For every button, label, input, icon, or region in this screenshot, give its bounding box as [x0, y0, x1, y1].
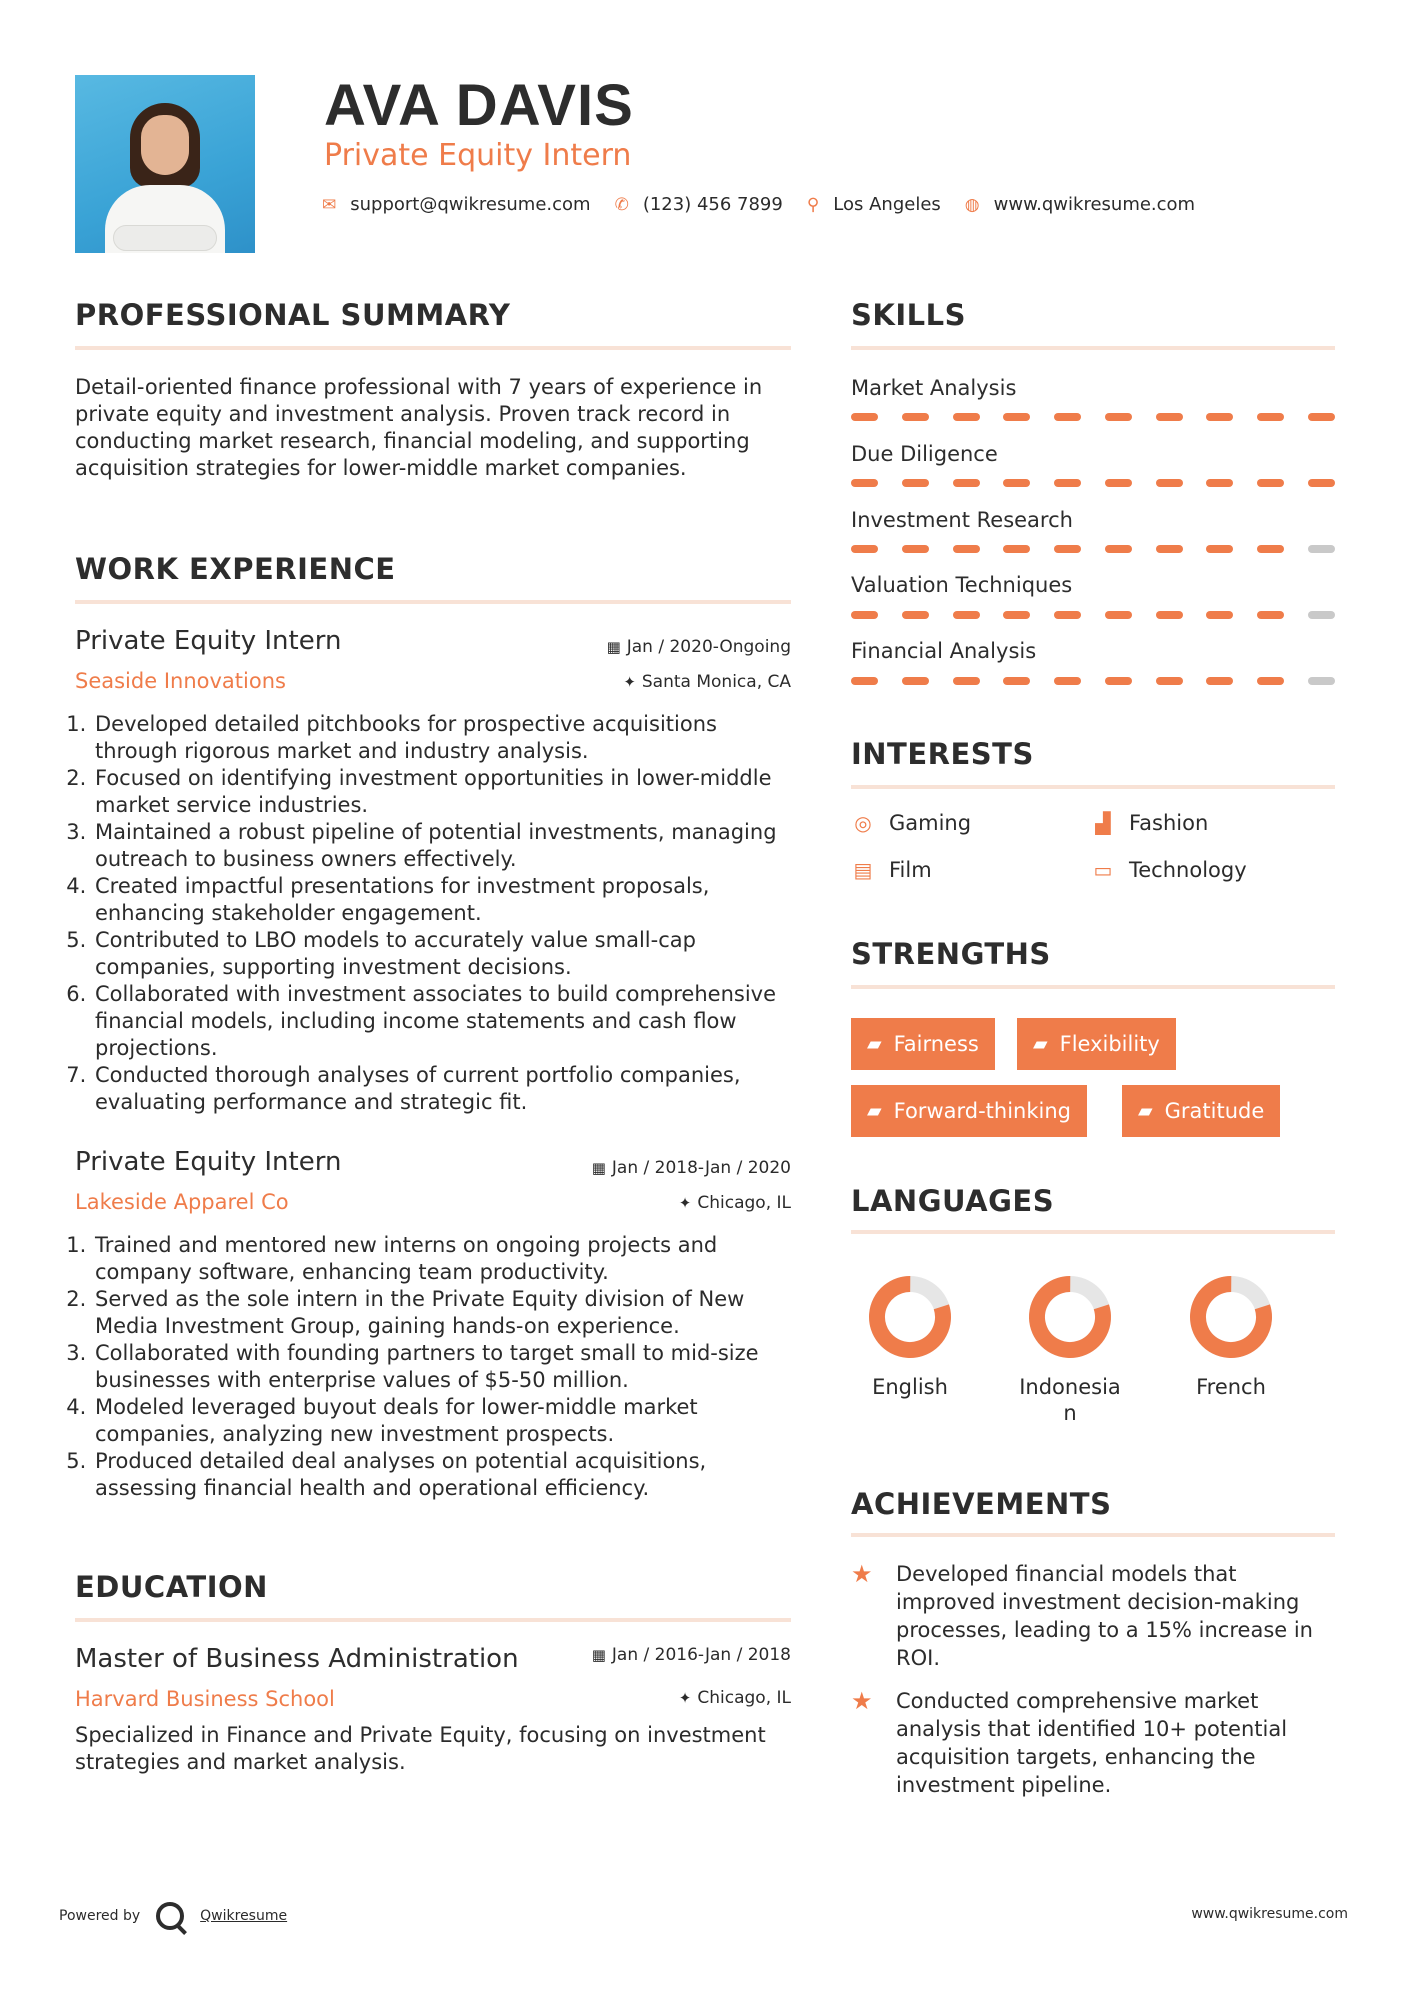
work-heading: WORK EXPERIENCE: [75, 552, 396, 586]
job-title: Private Equity Intern: [75, 626, 342, 656]
interests-heading: INTERESTS: [851, 737, 1034, 771]
pushpin-icon: ✦: [623, 673, 636, 691]
achievements-heading: ACHIEVEMENTS: [851, 1487, 1112, 1521]
pushpin-icon: ✦: [678, 1689, 692, 1707]
job-dates: ▦ Jan / 2020-Ongoing: [606, 637, 791, 657]
language-item: [1161, 1272, 1301, 1400]
book-icon: ▰: [867, 1100, 882, 1122]
achievement-item: ★ Developed financial models that improved investment decision-making processes, leading to a 15% increase in ROI.: [851, 1560, 1313, 1670]
job-dates: ▦ Jan / 2018-Jan / 2020: [591, 1158, 791, 1178]
skill-dash-filled: [851, 545, 878, 553]
skill-dash-filled: [1105, 545, 1132, 553]
phone-icon: ✆: [614, 194, 629, 215]
skill-dash-filled: [1054, 611, 1081, 619]
skill-label: Valuation Techniques: [851, 573, 1073, 597]
book-icon: ▰: [867, 1033, 882, 1055]
education-dates: ▦ Jan / 2016-Jan / 2018: [591, 1645, 791, 1665]
skill-dash-filled: [1003, 479, 1030, 487]
footer-powered-by: Powered by Qwikresume: [59, 1902, 287, 1930]
job-company: Lakeside Apparel Co: [75, 1190, 289, 1214]
work-divider: [75, 600, 791, 604]
candidate-name: AVA DAVIS: [324, 73, 634, 138]
skill-rating: [851, 413, 1335, 421]
donut-fill: [1028, 1275, 1111, 1358]
skill-dash-filled: [1054, 413, 1081, 421]
list-item: 7. Conducted thorough analyses of current portfolio companies, evaluating performance and strategic fit.: [93, 1062, 800, 1116]
skill-dash-filled: [1206, 413, 1233, 421]
strength-chip: ▰ Forward-thinking: [851, 1085, 1087, 1137]
skill-dash-filled: [1308, 413, 1335, 421]
skill-dash-filled: [1105, 677, 1132, 685]
list-item: 2. Served as the sole intern in the Private Equity division of New Media Investment Group, gaining hands-on experience.: [93, 1286, 800, 1340]
skill-rating: [851, 611, 1335, 619]
skill-dash-filled: [1105, 479, 1132, 487]
language-label: English: [872, 1375, 948, 1399]
skill-dash-filled: [851, 479, 878, 487]
list-item: 5. Produced detailed deal analyses on potential acquisitions, assessing financial health and operational efficiency.: [93, 1448, 800, 1502]
skill-dash-filled: [1206, 677, 1233, 685]
envelope-icon: ✉: [322, 194, 337, 215]
candidate-title: Private Equity Intern: [324, 138, 632, 173]
skill-dash-filled: [1054, 479, 1081, 487]
education-divider: [75, 1618, 791, 1622]
calendar-icon: ▦: [591, 1646, 606, 1664]
language-label: French: [1196, 1375, 1266, 1399]
donut-fill: [1189, 1275, 1272, 1358]
education-description: Specialized in Finance and Private Equity, focusing on investment strategies and market analysis.: [75, 1723, 766, 1774]
list-item: 4. Created impactful presentations for investment proposals, enhancing stakeholder engagement.: [93, 873, 800, 927]
contact-bar: [322, 194, 1219, 215]
interest-item: ▟ Fashion: [1091, 811, 1208, 835]
skill-dash-filled: [1257, 545, 1284, 553]
skill-dash-filled: [953, 413, 980, 421]
contact-location: Los Angeles: [833, 194, 941, 215]
language-item: [1000, 1272, 1140, 1426]
list-item: 1. Developed detailed pitchbooks for prospective acquisitions through rigorous market and industry analysis.: [93, 711, 800, 765]
skill-dash-filled: [902, 413, 929, 421]
skill-dash-filled: [953, 677, 980, 685]
language-label: Indonesia n: [1019, 1375, 1121, 1425]
languages-divider: [851, 1230, 1335, 1234]
skill-dash-filled: [1206, 611, 1233, 619]
qwikresume-logo-icon: [156, 1902, 184, 1930]
achievements-divider: [851, 1533, 1335, 1537]
degree-title: Master of Business Administration: [75, 1644, 519, 1674]
skill-dash-filled: [902, 545, 929, 553]
interests-divider: [851, 785, 1335, 789]
job-location: ✦ Chicago, IL: [678, 1193, 791, 1213]
gamepad-icon: ◎: [854, 811, 872, 835]
strength-chip: ▰ Gratitude: [1122, 1085, 1280, 1137]
book-icon: ▰: [1138, 1100, 1153, 1122]
star-icon: ★: [851, 1560, 873, 1588]
language-donut: [865, 1272, 955, 1362]
contact-website[interactable]: www.qwikresume.com: [993, 194, 1196, 215]
skill-dash-filled: [1003, 677, 1030, 685]
skill-dash-filled: [851, 677, 878, 685]
skill-rating: [851, 545, 1335, 553]
skill-dash-empty: [1308, 677, 1335, 685]
job-bullets: [75, 711, 800, 1116]
skill-dash-filled: [851, 413, 878, 421]
summary-heading: PROFESSIONAL SUMMARY: [75, 298, 511, 332]
list-item: 5. Contributed to LBO models to accurately value small-cap companies, supporting investment decisions.: [93, 927, 800, 981]
list-item: 4. Modeled leveraged buyout deals for lower-middle market companies, analyzing new investment prospects.: [93, 1394, 800, 1448]
job-title: Private Equity Intern: [75, 1147, 342, 1177]
skill-label: Due Diligence: [851, 442, 998, 466]
book-icon: ▰: [1033, 1033, 1048, 1055]
contact-phone[interactable]: (123) 456 7899: [642, 194, 783, 215]
strength-chip: ▰ Fairness: [851, 1018, 995, 1070]
list-item: 2. Focused on identifying investment opportunities in lower-middle market service industries.: [93, 765, 800, 819]
skill-dash-empty: [1308, 545, 1335, 553]
list-item: 6. Collaborated with investment associates to build comprehensive financial models, including income statements and cash flow projections.: [93, 981, 800, 1062]
skill-dash-filled: [1308, 479, 1335, 487]
skill-dash-filled: [902, 677, 929, 685]
map-pin-icon: ⚲: [806, 194, 820, 215]
skill-dash-filled: [1206, 545, 1233, 553]
skill-label: Financial Analysis: [851, 639, 1037, 663]
education-location: ✦ Chicago, IL: [678, 1688, 791, 1708]
skill-dash-filled: [1257, 677, 1284, 685]
job-location: ✦ Santa Monica, CA: [623, 672, 791, 692]
skill-dash-filled: [1054, 677, 1081, 685]
strengths-heading: STRENGTHS: [851, 937, 1051, 971]
skill-dash-filled: [1257, 479, 1284, 487]
school-name: Harvard Business School: [75, 1687, 335, 1711]
list-item: 3. Maintained a robust pipeline of potential investments, managing outreach to business owners effectively.: [93, 819, 800, 873]
skill-dash-filled: [902, 611, 929, 619]
list-item: 1. Trained and mentored new interns on ongoing projects and company software, enhancing team productivity.: [93, 1232, 800, 1286]
skill-dash-filled: [953, 545, 980, 553]
skill-dash-filled: [1206, 479, 1233, 487]
film-icon: ▤: [853, 858, 873, 882]
list-item: 3. Collaborated with founding partners to target small to mid-size businesses with enterprise values of $5-50 million.: [93, 1340, 800, 1394]
calendar-icon: ▦: [591, 1159, 606, 1177]
skill-label: Investment Research: [851, 508, 1073, 532]
globe-icon: ◍: [964, 194, 980, 215]
language-item: [840, 1272, 980, 1400]
skill-dash-filled: [1156, 413, 1183, 421]
skill-dash-filled: [1257, 413, 1284, 421]
summary-text: Detail-oriented finance professional with 7 years of experience in private equity and investment analysis. Proven track record in conducting market research, financial modeling, and supporting acquisition strategies for lower-middle market companies.: [75, 375, 763, 480]
education-heading: EDUCATION: [75, 1570, 268, 1604]
skill-dash-filled: [1105, 413, 1132, 421]
interest-item: ▭ Technology: [1091, 858, 1247, 882]
star-icon: ★: [851, 1687, 873, 1715]
skill-dash-filled: [953, 479, 980, 487]
footer-website[interactable]: www.qwikresume.com: [1191, 1906, 1348, 1922]
skill-rating: [851, 479, 1335, 487]
skill-dash-filled: [1003, 611, 1030, 619]
skill-dash-empty: [1308, 611, 1335, 619]
skill-dash-filled: [851, 611, 878, 619]
skill-label: Market Analysis: [851, 376, 1017, 400]
skill-dash-filled: [1156, 677, 1183, 685]
achievement-item: ★ Conducted comprehensive market analysis that identified 10+ potential acquisition targets, enhancing the investment pipeline.: [851, 1687, 1288, 1797]
language-donut: [1025, 1272, 1115, 1362]
skill-dash-filled: [1003, 545, 1030, 553]
summary-divider: [75, 346, 791, 350]
interest-item: ◎ Gaming: [851, 811, 971, 835]
shopping-bag-icon: ▟: [1095, 811, 1111, 835]
contact-email[interactable]: support@qwikresume.com: [350, 194, 591, 215]
languages-heading: LANGUAGES: [851, 1184, 1055, 1218]
skill-dash-filled: [1054, 545, 1081, 553]
job-bullets: [75, 1232, 800, 1502]
donut-fill: [868, 1275, 951, 1358]
skills-divider: [851, 346, 1335, 350]
job-company: Seaside Innovations: [75, 669, 286, 693]
profile-photo: [75, 75, 255, 253]
strength-chip: ▰ Flexibility: [1017, 1018, 1176, 1070]
skill-rating: [851, 677, 1335, 685]
laptop-icon: ▭: [1093, 858, 1113, 882]
skills-heading: SKILLS: [851, 298, 966, 332]
skill-dash-filled: [953, 611, 980, 619]
skill-dash-filled: [1156, 545, 1183, 553]
skill-dash-filled: [1156, 479, 1183, 487]
skill-dash-filled: [1105, 611, 1132, 619]
skill-dash-filled: [1156, 611, 1183, 619]
calendar-icon: ▦: [606, 638, 621, 656]
footer-brand-link[interactable]: Qwikresume: [200, 1908, 288, 1924]
strengths-divider: [851, 985, 1335, 989]
skill-dash-filled: [1003, 413, 1030, 421]
pushpin-icon: ✦: [678, 1194, 692, 1212]
interest-item: ▤ Film: [851, 858, 932, 882]
language-donut: [1186, 1272, 1276, 1362]
skill-dash-filled: [1257, 611, 1284, 619]
skill-dash-filled: [902, 479, 929, 487]
